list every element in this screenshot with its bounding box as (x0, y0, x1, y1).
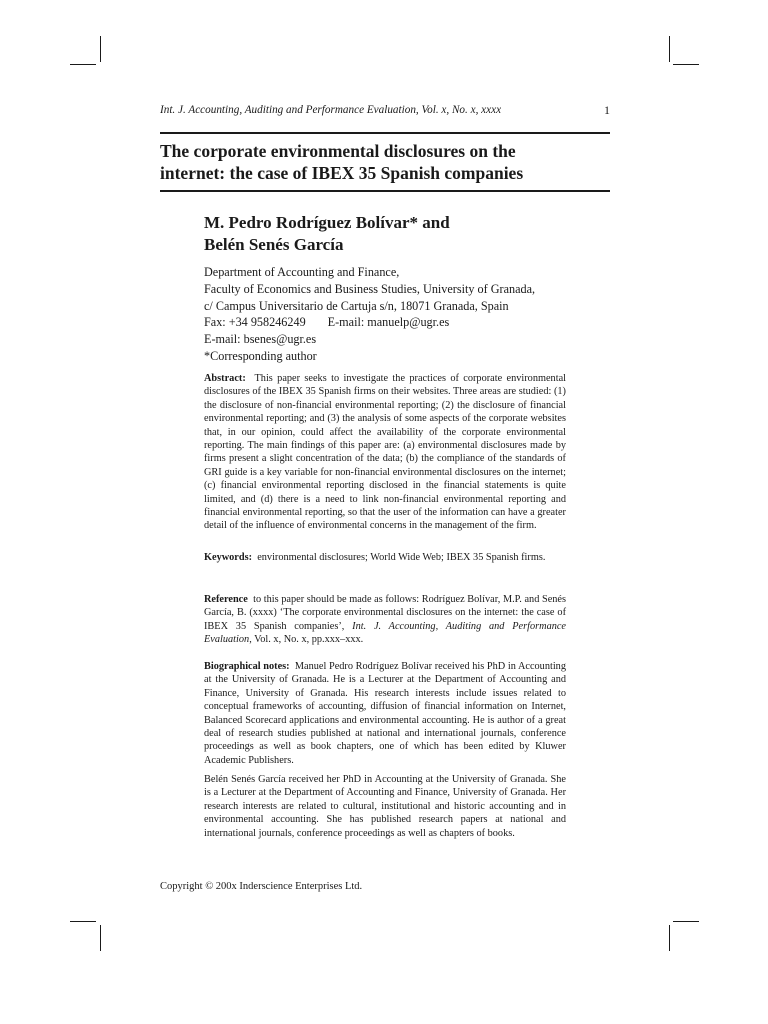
copyright-notice: Copyright © 200x Inderscience Enterprises Ltd. (160, 881, 363, 892)
corresponding-author-note: *Corresponding author (204, 348, 317, 363)
keywords (204, 551, 566, 564)
author-line-2: Belén Senés García (204, 235, 344, 254)
email-1: E-mail: manuelp@ugr.es (327, 315, 450, 330)
paper-title (160, 140, 610, 184)
crop-mark-bottom-left-v (100, 925, 101, 951)
email-2: E-mail: bsenes@ugr.es (204, 332, 317, 347)
reference (204, 593, 566, 647)
biographical-notes (204, 660, 566, 767)
crop-mark-bottom-left-h (70, 921, 96, 922)
bio-text-2: Belén Senés García received her PhD in Accounting at the University of Granada. She is a Lecturer at the Department of Accounting and Finance, University of Granada. Her research interests are related to cultural, institutional and historic accounting and in environmental accounting. She has published research papers at national and international journals, conference proceedings as well as chapters of books. (204, 774, 566, 839)
affiliation-block (204, 264, 604, 365)
title-line-1: The corporate environmental disclosures on the (160, 141, 516, 161)
biographical-notes-2 (204, 773, 566, 840)
fax-email-line (204, 314, 604, 331)
keywords-text: environmental disclosures; World Wide Web; IBEX 35 Spanish firms. (257, 552, 546, 563)
fax: Fax: +34 958246249 (204, 315, 306, 330)
title-bottom-rule (160, 190, 610, 192)
abstract-label: Abstract: (204, 373, 246, 384)
crop-mark-top-left-v (100, 36, 101, 62)
author-line-1: M. Pedro Rodríguez Bolívar* and (204, 213, 450, 232)
reference-text-end: , Vol. x, No. x, pp.xxx–xxx. (249, 634, 364, 646)
address: c/ Campus Universitario de Cartuja s/n, 18071 Granada, Spain (204, 298, 509, 313)
bio-text-1: Manuel Pedro Rodríguez Bolívar received his PhD in Accounting at the University of Granada. He is a Lecturer at the Department of Accounting and Finance, University of Granada. His research interests include issues related to conceptual frameworks of accounting, diffusion of financial information on Internet, Balanced Scorecard applications and environmental accounting. He is author of a great deal of research studies published at national and international journals, conference proceedings as well as book chapters, one of which has been edited by Kluwer Academic Publishers. (204, 661, 566, 766)
crop-mark-top-right-v (669, 36, 670, 62)
department: Department of Accounting and Finance, (204, 265, 400, 279)
abstract-text: This paper seeks to investigate the practices of corporate environmental disclosures of the IBEX 35 Spanish firms on their websites. Three areas are studied: (1) the disclosure of non-financial environmental reporting; (2) the disclosure of financial environmental reporting; and (3) the analysis of some aspects of the corporate websites that, in our opinion, could affect the availability of the corporate environmental reporting. The main findings of this paper are: (a) environmental disclosures made by firms present a slight concentration of the data; (b) the compliance of the standards of GRI guide is a key variable for non-financial environmental disclosures on the internet; (c) financial environmental reporting disclosed in the financial statements is quite limited, and (d) there is a need to link non-financial environmental reporting and financial environmental reporting, so that the user of the information can have a greater detail of the influence of environmental concerns in the management of the firm. (204, 373, 566, 532)
keywords-label: Keywords: (204, 552, 253, 563)
crop-mark-top-right-h (673, 64, 699, 65)
crop-mark-bottom-right-v (669, 925, 670, 951)
running-header (160, 104, 610, 116)
reference-text: to this paper should be made as follows: Rodríguez Bolívar, M.P. and Senés García, B. (xxxx) ‘The corporate environmental disclosures on the internet: the case of IBEX 35 Spanish companies’, (204, 594, 567, 632)
crop-mark-top-left-h (70, 64, 96, 65)
crop-mark-bottom-right-h (673, 921, 699, 922)
author-names (204, 212, 604, 256)
reference-journal: Int. J. Accounting, Auditing and Performance Evaluation (204, 620, 567, 646)
journal-citation: Int. J. Accounting, Auditing and Performance Evaluation, Vol. x, No. x, xxxx (160, 104, 502, 116)
faculty: Faculty of Economics and Business Studies, University of Granada, (204, 281, 536, 296)
page-number: 1 (604, 103, 610, 117)
title-top-rule (160, 132, 610, 134)
abstract (204, 372, 566, 533)
reference-label: Reference (204, 594, 248, 605)
title-line-2: internet: the case of IBEX 35 Spanish companies (160, 163, 524, 183)
bio-label: Biographical notes: (204, 661, 290, 672)
